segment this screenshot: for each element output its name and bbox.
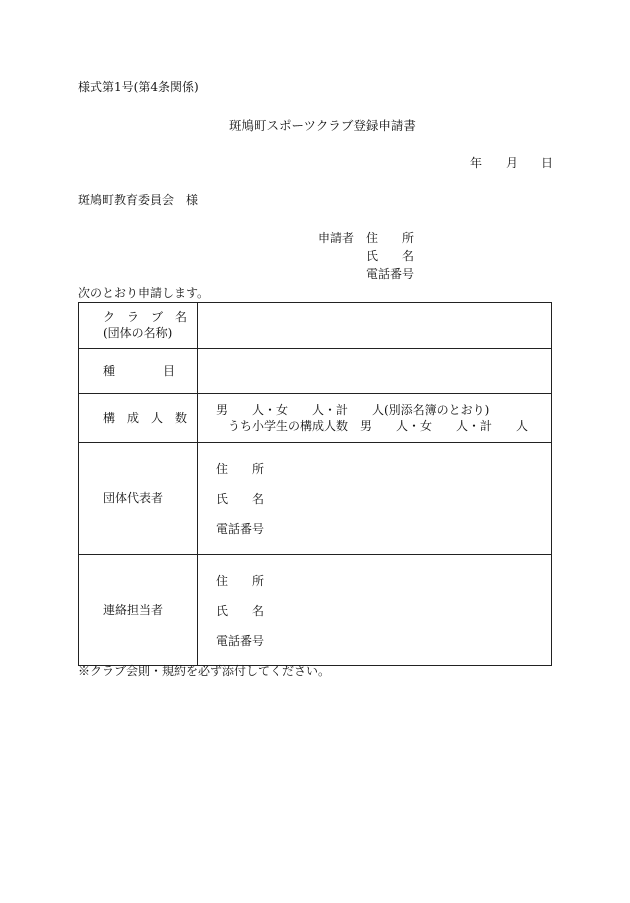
representative-row (79, 443, 552, 555)
form-number: 様式第1号(第4条関係) (78, 80, 199, 94)
representative-label-cell (79, 443, 198, 555)
contact-phone-label: 電話番号 (216, 634, 265, 648)
contact-value-cell[interactable] (198, 555, 552, 666)
representative-value-cell[interactable] (198, 443, 552, 555)
applicant-label: 申請者 (318, 231, 355, 245)
club-name-label-cell (79, 303, 198, 349)
representative-label: 団体代表者 (103, 491, 164, 505)
contact-row (79, 555, 552, 666)
event-label: 種 目 (103, 364, 176, 378)
club-name-label: ク ラ ブ 名 (103, 310, 188, 324)
date-day: 日 (541, 156, 554, 170)
event-label-cell (79, 349, 198, 394)
date-month: 月 (506, 156, 519, 170)
members-label: 構 成 人 数 (103, 411, 188, 425)
addressee: 斑鳩町教育委員会 様 (78, 193, 199, 207)
date-year: 年 (470, 156, 483, 170)
event-row (79, 349, 552, 394)
club-name-value-cell[interactable] (198, 303, 552, 349)
members-row (79, 394, 552, 443)
contact-label: 連絡担当者 (103, 603, 164, 617)
members-label-cell (79, 394, 198, 443)
members-elementary-line: うち小学生の構成人数 男 人・女 人・計 人 (228, 419, 529, 433)
members-count-line: 男 人・女 人・計 人(別添名簿のとおり) (216, 403, 490, 417)
form-title: 斑鳩町スポーツクラブ登録申請書 (229, 118, 416, 133)
club-name-sublabel: (団体の名称) (103, 326, 173, 340)
contact-address-label: 住 所 (216, 574, 265, 588)
members-value-cell[interactable] (198, 394, 552, 443)
rep-address-label: 住 所 (216, 462, 265, 476)
applicant-address-label: 住 所 (366, 231, 415, 245)
rep-phone-label: 電話番号 (216, 522, 265, 536)
contact-label-cell (79, 555, 198, 666)
intro-text: 次のとおり申請します。 (78, 286, 210, 300)
contact-name-label: 氏 名 (216, 604, 265, 618)
application-table (78, 302, 552, 666)
rep-name-label: 氏 名 (216, 492, 265, 506)
club-name-row (79, 303, 552, 349)
event-value-cell[interactable] (198, 349, 552, 394)
applicant-name-label: 氏 名 (366, 249, 415, 263)
footnote: ※クラブ会則・規約を必ず添付してください。 (78, 664, 331, 678)
applicant-phone-label: 電話番号 (366, 267, 415, 281)
